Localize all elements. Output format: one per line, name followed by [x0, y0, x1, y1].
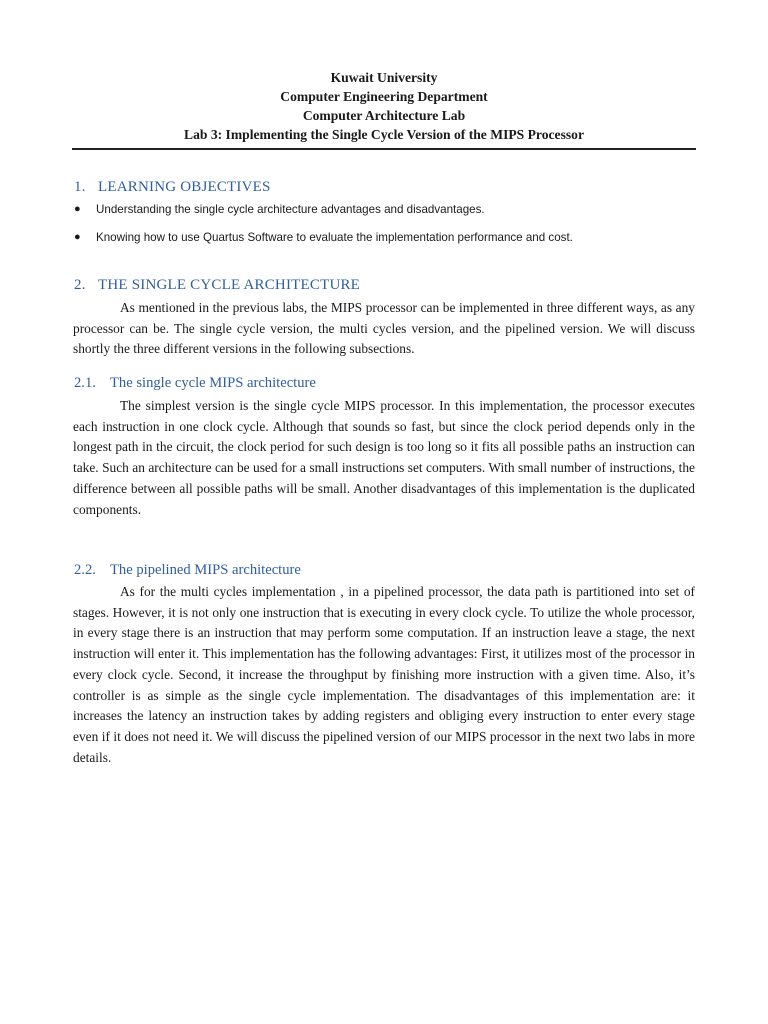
section-1-title: LEARNING OBJECTIVES: [98, 179, 271, 195]
subsection-2-2-heading: [74, 562, 301, 579]
section-2-title: THE SINGLE CYCLE ARCHITECTURE: [98, 277, 361, 293]
objectives-list: [74, 201, 694, 257]
header-divider: [72, 148, 696, 150]
objective-text: Understanding the single cycle architecture advantages and disadvantages.: [96, 203, 485, 216]
list-item: [74, 229, 694, 246]
section-1-heading: [74, 179, 271, 196]
subsection-2-1-number: 2.1.: [74, 375, 96, 391]
lab-title: Lab 3: Implementing the Single Cycle Version of the MIPS Processor: [184, 127, 584, 142]
lab-name: Computer Architecture Lab: [302, 108, 466, 123]
section-2-heading: [74, 277, 360, 294]
subsection-2-1-body: The simplest version is the single cycle MIPS processor. In this implementation, the processor executes each instruction in one clock cycle. Although that sounds so fast, but since the clock period depends only in the longest path in the circuit, the clock period for such design is too long so it fits all possible paths an instruction can take. Such an architecture can be used for a small instructions set computers. With small number of instructions, the difference between all possible paths will be small. Another disadvantages of this implementation is the duplicated components.: [73, 398, 695, 517]
subsection-2-2-title: The pipelined MIPS architecture: [110, 562, 301, 578]
university-name: Kuwait University: [330, 70, 438, 85]
department-name: Computer Engineering Department: [280, 89, 488, 104]
list-item: [74, 201, 694, 218]
bullet-icon: ●: [74, 203, 81, 215]
document-header: [0, 68, 768, 144]
section-2-number: 2.: [74, 277, 86, 293]
section-1-number: 1.: [74, 179, 86, 195]
subsection-2-1-heading: [74, 375, 316, 392]
objective-text: Knowing how to use Quartus Software to evaluate the implementation performance and cost.: [96, 231, 573, 244]
subsection-2-2-number: 2.2.: [74, 562, 96, 578]
section-2-intro: As mentioned in the previous labs, the MIPS processor can be implemented in three different ways, as any processor can be. The single cycle version, the multi cycles version, and the pipelined version. We will discuss shortly the three different versions in the following subsections.: [73, 300, 695, 357]
bullet-icon: ●: [74, 231, 81, 243]
subsection-2-2-body: As for the multi cycles implementation , in a pipelined processor, the data path is partitioned into set of stages. However, it is not only one instruction that is executing in every clock cycle. To utilize the whole processor, in every stage there is an instruction that may perform some computation. If an instruction leave a stage, the next instruction will enter it. This implementation has the following advantages: First, it utilizes most of the processor in every clock cycle. Second, it increase the throughput by finishing more instruction with a given time. Also, it’s controller is as simple as the single cycle implementation. The disadvantages of this implementation are: it increases the latency an instruction takes by adding registers and obliging every instruction to enter every stage even if it does not need it. We will discuss the pipelined version of our MIPS processor in the next two labs in more details.: [73, 584, 695, 765]
subsection-2-1-title: The single cycle MIPS architecture: [110, 375, 316, 391]
